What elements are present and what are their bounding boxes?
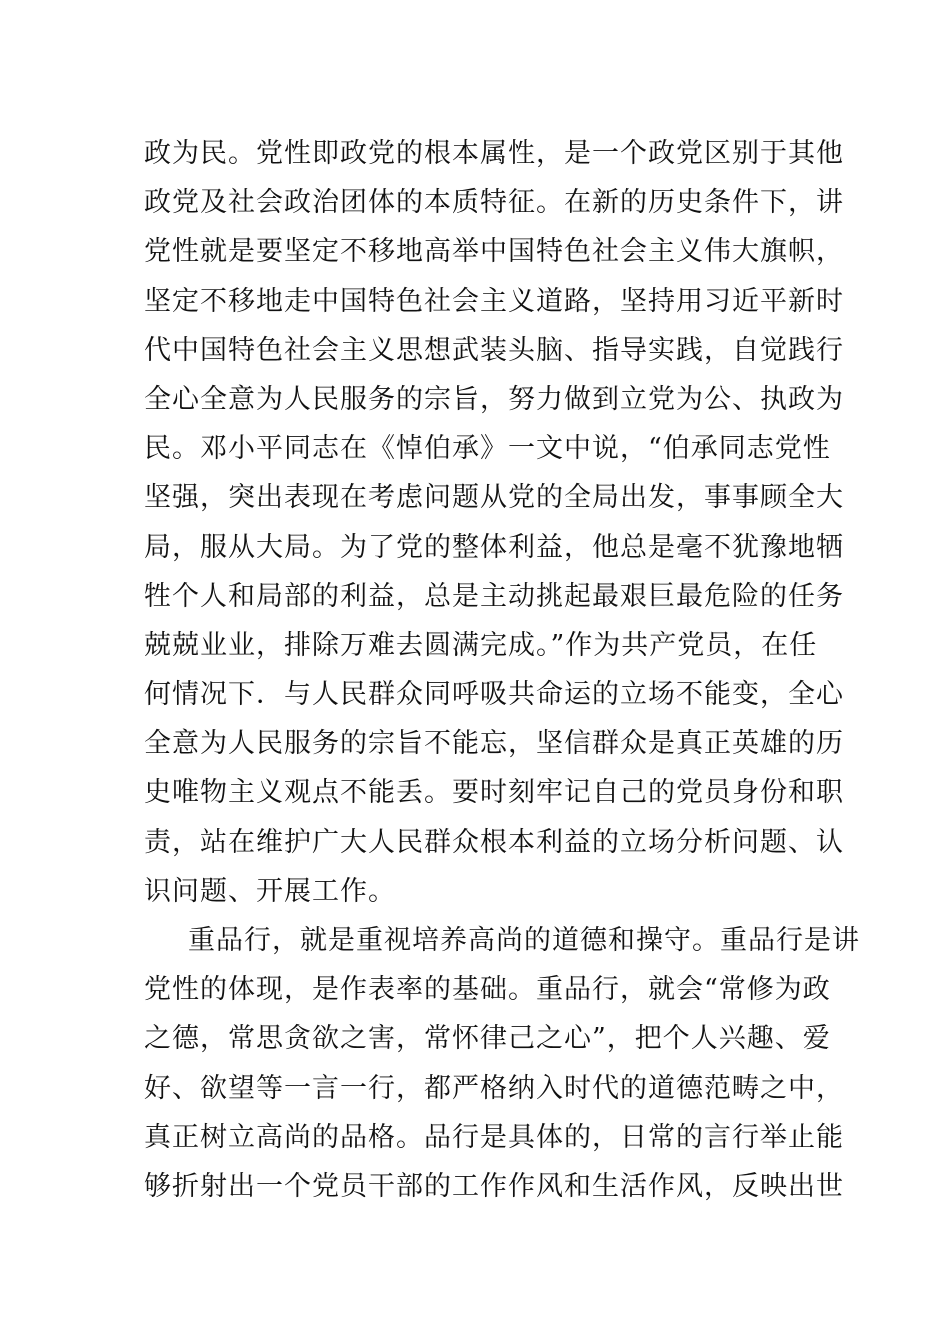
text-line: 政党及社会政治团体的本质特征。在新的历史条件下，讲: [144, 187, 844, 219]
text-line: 民。邓小平同志在《悼伯承》一文中说，“伯承同志党性: [144, 433, 831, 465]
text-line: 兢兢业业，排除万难去圆满完成。”作为共产党员，在任: [144, 629, 818, 661]
text-line: 识问题、开展工作。: [144, 875, 396, 907]
text-line: 坚强，突出表现在考虑问题从党的全局出发，事事顾全大: [144, 482, 844, 514]
text-line: 责，站在维护广大人民群众根本利益的立场分析问题、认: [144, 826, 844, 858]
text-line: 政为民。党性即政党的根本属性，是一个政党区别于其他: [144, 138, 844, 169]
text-line: 好、欲望等一言一行，都严格纳入时代的道德范畴之中，: [144, 1072, 844, 1104]
text-line: 全意为人民服务的宗旨不能忘，坚信群众是真正英雄的历: [144, 728, 844, 760]
text-line: 够折射出一个党员干部的工作作风和生活作风，反映出世: [144, 1170, 844, 1202]
text-line: 何情况下．与人民群众同呼吸共命运的立场不能变，全心: [144, 679, 844, 711]
text-line: 史唯物主义观点不能丢。要时刻牢记自己的党员身份和职: [144, 777, 844, 809]
text-line: 坚定不移地走中国特色社会主义道路，坚持用习近平新时: [144, 285, 844, 317]
text-line: 牲个人和局部的利益，总是主动挑起最艰巨最危险的任务: [144, 580, 844, 612]
body-text: [144, 129, 860, 1211]
text-line: 之德，常思贪欲之害，常怀律己之心”，把个人兴趣、爱: [144, 1023, 831, 1055]
text-line: 党性的体现，是作表率的基础。重品行，就会“常修为政: [144, 974, 831, 1006]
text-line: 党性就是要坚定不移地高举中国特色社会主义伟大旗帜，: [144, 236, 844, 268]
text-line: 真正树立高尚的品格。品行是具体的，日常的言行举止能: [144, 1121, 844, 1153]
text-line: 全心全意为人民服务的宗旨，努力做到立党为公、执政为: [144, 383, 844, 415]
text-line: 局，服从大局。为了党的整体利益，他总是毫不犹豫地牺: [144, 531, 844, 563]
text-line: 代中国特色社会主义思想武装头脑、指导实践，自觉践行: [144, 334, 844, 366]
paragraph-start-line: 重品行，就是重视培养高尚的道德和操守。重品行是讲: [188, 925, 860, 956]
